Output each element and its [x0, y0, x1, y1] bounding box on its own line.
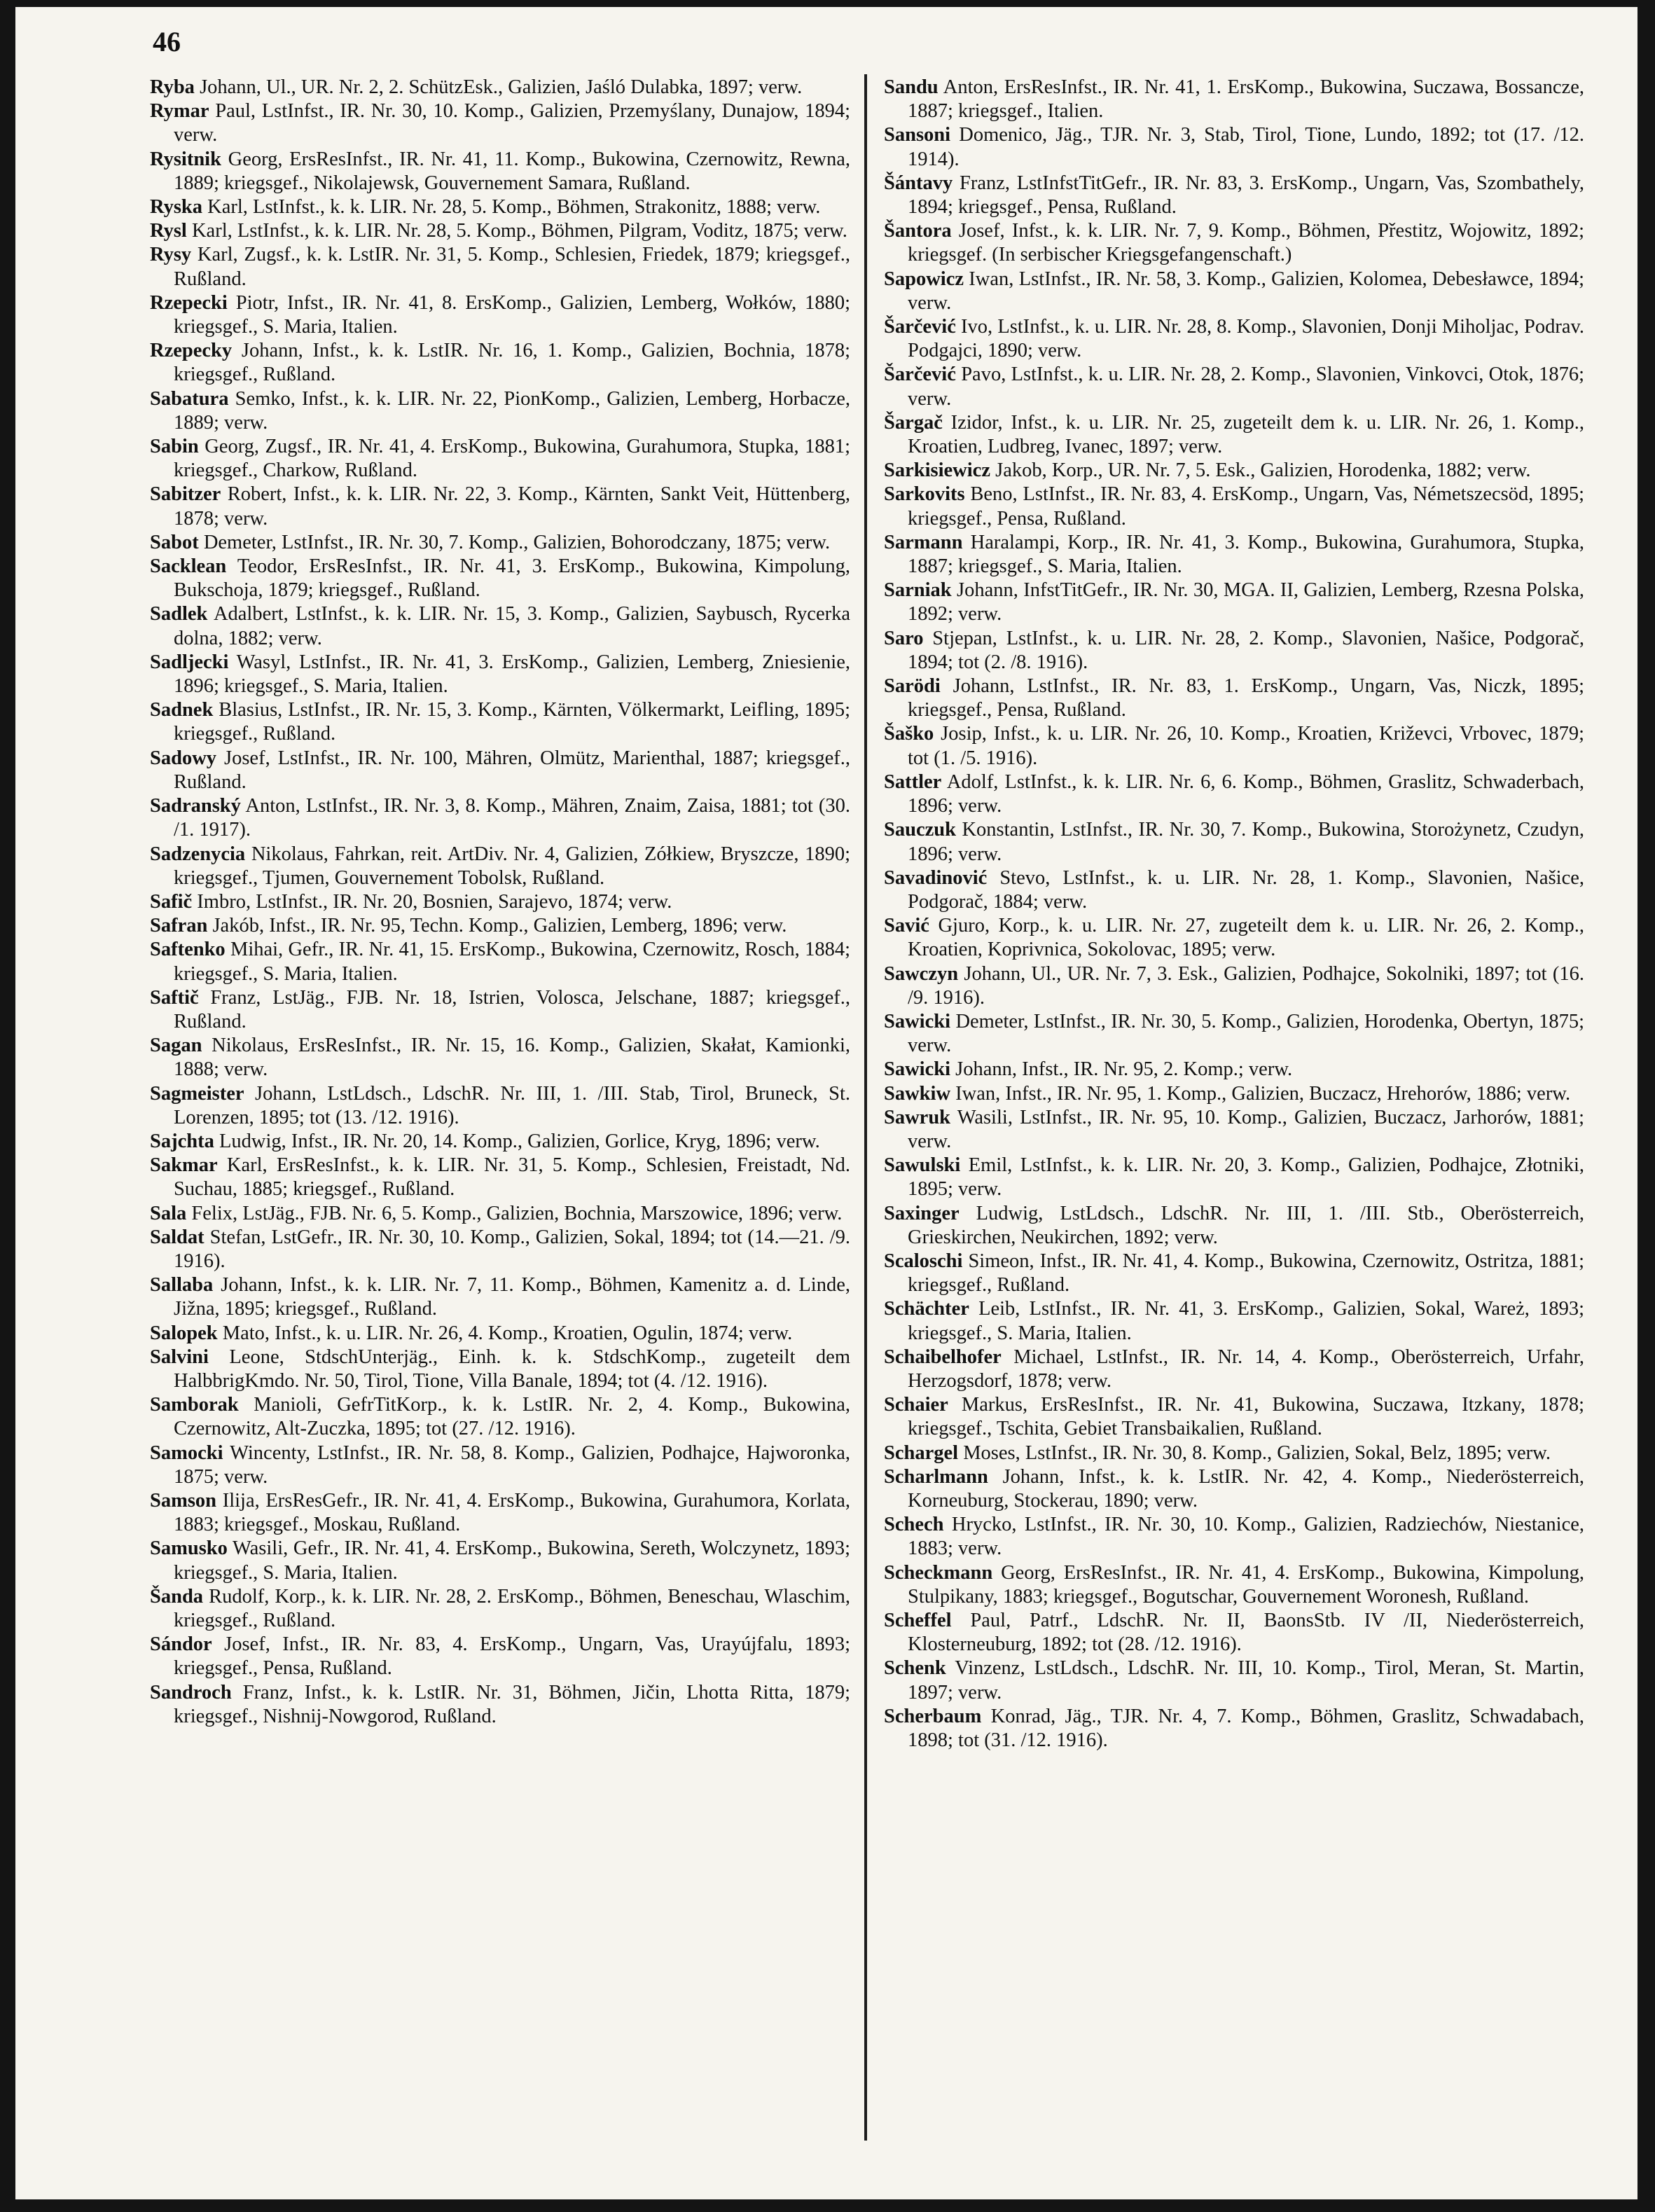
entry-surname: Schech	[884, 1514, 944, 1536]
entry-details: Vinzenz, LstLdsch., LdschR. Nr. III, 10. Komp., Tirol, Meran, St. Martin, 1897; verw.	[908, 1657, 1584, 1703]
entry-surname: Sagmeister	[150, 1082, 244, 1105]
register-entry	[884, 866, 1584, 914]
register-entry	[884, 363, 1584, 410]
entry-surname: Sándor	[150, 1633, 212, 1656]
register-entry	[150, 1537, 850, 1584]
register-entry	[884, 1465, 1584, 1513]
entry-details: Ilija, ErsResGefr., IR. Nr. 41, 4. ErsKomp., Bukowina, Gurahumora, Korlata, 1883; kriegsgef., Moskau, Rußland.	[174, 1489, 850, 1536]
register-entry	[150, 1442, 850, 1489]
entry-details: Josef, Infst., k. k. LIR. Nr. 7, 9. Komp., Böhmen, Přestitz, Wojowitz, 1892; kriegsgef. (In serbischer Kriegsgefangenschaft.)	[908, 220, 1584, 266]
register-entry	[884, 1297, 1584, 1345]
entry-details: Karl, LstInfst., k. k. LIR. Nr. 28, 5. Komp., Böhmen, Pilgram, Voditz, 1875; verw.	[191, 220, 847, 242]
entry-surname: Sansoni	[884, 124, 951, 146]
entry-details: Paul, Patrf., LdschR. Nr. II, BaonsStb. IV /II, Niederösterreich, Klosterneuburg, 1892; tot (28. /12. 1916).	[908, 1610, 1585, 1656]
entry-details: Mato, Infst., k. u. LIR. Nr. 26, 4. Komp., Kroatien, Ogulin, 1874; verw.	[222, 1322, 793, 1344]
entry-details: Karl, ErsResInfst., k. k. LIR. Nr. 31, 5. Komp., Schlesien, Freistadt, Nd. Suchau, 1885; kriegsgef., Rußland.	[174, 1154, 851, 1201]
entry-details: Johann, InfstTitGefr., IR. Nr. 30, MGA. II, Galizien, Lemberg, Rzesna Polska, 1892; verw.	[908, 579, 1584, 625]
entry-details: Anton, LstInfst., IR. Nr. 3, 8. Komp., Mähren, Znaim, Zaisa, 1881; tot (30. /1. 1917).	[174, 795, 850, 841]
register-entry	[884, 579, 1584, 626]
entry-surname: Samson	[150, 1489, 217, 1512]
entry-surname: Scharlmann	[884, 1465, 988, 1488]
column-divider	[864, 74, 867, 2141]
entry-details: Hrycko, LstInfst., IR. Nr. 30, 10. Komp., Galizien, Radziechów, Niestanice, 1883; verw.	[908, 1514, 1585, 1560]
entry-surname: Schenk	[884, 1657, 946, 1680]
entry-surname: Sakmar	[150, 1154, 218, 1177]
entry-details: Iwan, Infst., IR. Nr. 95, 1. Komp., Galizien, Buczacz, Hrehorów, 1886; verw.	[955, 1082, 1571, 1105]
entry-surname: Rysitnik	[150, 148, 221, 170]
entry-details: Josef, Infst., IR. Nr. 83, 4. ErsKomp., Ungarn, Vas, Urayújfalu, 1893; kriegsgef., Pensa, Rußland.	[174, 1633, 851, 1680]
entry-details: Imbro, LstInfst., IR. Nr. 20, Bosnien, Sarajevo, 1874; verw.	[197, 890, 672, 913]
register-entry	[150, 843, 850, 890]
entry-surname: Rymar	[150, 100, 209, 123]
entry-surname: Sapowicz	[884, 268, 964, 290]
entry-surname: Sadranský	[150, 795, 241, 817]
register-entry	[150, 1226, 850, 1273]
entry-details: Manioli, GefrTitKorp., k. k. LstIR. Nr. 2, 4. Komp., Bukowina, Czernowitz, Alt-Zuczka, 1895; tot (27. /12. 1916).	[174, 1394, 851, 1440]
register-entry	[150, 1489, 850, 1537]
entry-details: Ludwig, LstLdsch., LdschR. Nr. III, 1. /III. Stb., Oberösterreich, Grieskirchen, Neukirchen, 1892; verw.	[908, 1202, 1585, 1248]
entry-details: Wasyl, LstInfst., IR. Nr. 41, 3. ErsKomp., Galizien, Lemberg, Zniesienie, 1896; kriegsgef., S. Maria, Italien.	[174, 651, 850, 698]
register-entry	[150, 531, 850, 555]
entry-surname: Šarčević	[884, 364, 956, 386]
register-entry	[150, 890, 850, 914]
entry-details: Stjepan, LstInfst., k. u. LIR. Nr. 28, 2. Komp., Slavonien, Našice, Podgorač, 1894; tot (2. /8. 1916).	[908, 627, 1584, 673]
entry-details: Domenico, Jäg., TJR. Nr. 3, Stab, Tirol, Tione, Lundo, 1892; tot (17. /12. 1914).	[908, 124, 1585, 170]
register-entry	[150, 1273, 850, 1321]
entry-details: Nikolaus, ErsResInfst., IR. Nr. 15, 16. Komp., Galizien, Skałat, Kamionki, 1888; verw.	[174, 1035, 850, 1081]
register-entry	[150, 602, 850, 650]
entry-details: Demeter, LstInfst., IR. Nr. 30, 5. Komp., Galizien, Horodenka, Obertyn, 1875; verw.	[908, 1010, 1585, 1057]
entry-details: Georg, ErsResInfst., IR. Nr. 41, 11. Komp., Bukowina, Czernowitz, Rewna, 1889; kriegsgef., Nikolajewsk, Gouvernement Samara, Rußland.	[174, 148, 850, 194]
entry-details: Johann, Infst., k. k. LstIR. Nr. 42, 4. Komp., Niederösterreich, Korneuburg, Stockerau, 1890; verw.	[908, 1465, 1584, 1512]
entry-surname: Rysy	[150, 244, 192, 266]
register-entry	[150, 339, 850, 387]
register-entry	[150, 747, 850, 794]
entry-surname: Sabot	[150, 531, 199, 553]
register-entry	[150, 938, 850, 986]
register-entry	[884, 1561, 1584, 1609]
entry-details: Georg, Zugsf., IR. Nr. 41, 4. ErsKomp., Bukowina, Gurahumora, Stupka, 1881; kriegsgef., Charkow, Rußland.	[174, 436, 850, 482]
register-entry	[150, 99, 850, 147]
register-entry	[150, 483, 850, 530]
entry-details: Karl, LstInfst., k. k. LIR. Nr. 28, 5. Komp., Böhmen, Strakonitz, 1888; verw.	[207, 196, 821, 219]
register-entry	[884, 459, 1584, 483]
register-entry	[884, 1010, 1584, 1058]
entry-surname: Sawicki	[884, 1058, 951, 1081]
entry-details: Anton, ErsResInfst., IR. Nr. 41, 1. ErsKomp., Bukowina, Suczawa, Bossancze, 1887; kriegsgef., Italien.	[908, 76, 1584, 123]
register-entry	[884, 962, 1584, 1010]
entry-details: Pavo, LstInfst., k. u. LIR. Nr. 28, 2. Komp., Slavonien, Vinkovci, Otok, 1876; verw.	[908, 364, 1584, 410]
entry-surname: Sandu	[884, 76, 939, 98]
register-entry	[884, 1154, 1584, 1201]
entry-surname: Sala	[150, 1202, 187, 1224]
entry-details: Josip, Infst., k. u. LIR. Nr. 26, 10. Komp., Kroatien, Križevci, Vrbovec, 1879; tot (1. /5. 1916).	[908, 723, 1584, 769]
register-entry	[884, 1202, 1584, 1250]
register-entry	[150, 148, 850, 195]
entry-details: Stefan, LstGefr., IR. Nr. 30, 10. Komp., Galizien, Sokal, 1894; tot (14.—21. /9. 1916).	[174, 1226, 851, 1272]
entry-details: Piotr, Infst., IR. Nr. 41, 8. ErsKomp., Galizien, Lemberg, Wołków, 1880; kriegsgef., S. Maria, Italien.	[174, 291, 851, 338]
entry-details: Konstantin, LstInfst., IR. Nr. 30, 7. Komp., Bukowina, Storożynetz, Czudyn, 1896; verw.	[908, 819, 1585, 865]
right-column	[884, 76, 1584, 1753]
entry-surname: Scheffel	[884, 1610, 952, 1631]
entry-details: Paul, LstInfst., IR. Nr. 30, 10. Komp., Galizien, Przemyślany, Dunajow, 1894; verw.	[174, 100, 851, 146]
entry-details: Wincenty, LstInfst., IR. Nr. 58, 8. Komp., Galizien, Podhajce, Hajworonka, 1875; verw.	[174, 1442, 850, 1488]
register-entry	[884, 818, 1584, 866]
register-entry	[884, 627, 1584, 675]
page-number: 46	[153, 26, 181, 57]
entry-surname: Saxinger	[884, 1202, 960, 1224]
register-entry	[884, 1393, 1584, 1441]
entry-surname: Schaier	[884, 1394, 948, 1416]
entry-details: Stevo, LstInfst., k. u. LIR. Nr. 28, 1. Komp., Slavonien, Našice, Podgorač, 1884; verw.	[908, 866, 1585, 913]
entry-details: Wasili, Gefr., IR. Nr. 41, 4. ErsKomp., Bukowina, Sereth, Wolczynetz, 1893; kriegsgef., S. Maria, Italien.	[174, 1537, 850, 1584]
entry-surname: Samborak	[150, 1394, 239, 1416]
register-entry	[150, 219, 850, 243]
entry-details: Gjuro, Korp., k. u. LIR. Nr. 27, zugeteilt dem k. u. LIR. Nr. 26, 2. Komp., Kroatien, Koprivnica, Sokolovac, 1895; verw.	[908, 915, 1584, 961]
entry-surname: Sawczyn	[884, 962, 959, 985]
register-entry	[884, 1513, 1584, 1561]
entry-surname: Šantora	[884, 220, 952, 242]
register-entry	[884, 1346, 1584, 1393]
entry-surname: Scaloschi	[884, 1250, 963, 1272]
register-entry	[884, 1082, 1584, 1106]
entry-details: Robert, Infst., k. k. LIR. Nr. 22, 3. Komp., Kärnten, Sankt Veit, Hüttenberg, 1878; verw.	[174, 483, 851, 530]
entry-details: Leib, LstInfst., IR. Nr. 41, 3. ErsKomp., Galizien, Sokal, Wareż, 1893; kriegsgef., S. Maria, Italien.	[908, 1298, 1585, 1344]
entry-details: Ludwig, Infst., IR. Nr. 20, 14. Komp., Galizien, Gorlice, Kryg, 1896; verw.	[219, 1130, 820, 1152]
register-entry	[150, 1154, 850, 1201]
entry-surname: Sadzenycia	[150, 843, 246, 865]
register-entry	[150, 1130, 850, 1154]
register-entry	[884, 172, 1584, 219]
entry-surname: Sadlek	[150, 603, 208, 625]
entry-surname: Sabin	[150, 436, 199, 458]
register-entry	[150, 387, 850, 435]
register-entry	[884, 1058, 1584, 1081]
entry-surname: Safič	[150, 890, 193, 913]
entry-surname: Ryska	[150, 196, 203, 219]
entry-details: Johann, Ul., UR. Nr. 2, 2. SchützEsk., Galizien, Jaśló Dulabka, 1897; verw.	[200, 76, 803, 98]
entry-surname: Sagan	[150, 1035, 202, 1057]
register-entry	[150, 1633, 850, 1680]
register-entry	[884, 219, 1584, 267]
register-entry	[884, 123, 1584, 171]
entry-surname: Safran	[150, 915, 208, 937]
entry-surname: Savadinović	[884, 866, 988, 889]
entry-surname: Sawicki	[884, 1010, 951, 1032]
register-entry	[884, 1106, 1584, 1154]
register-entry	[884, 1250, 1584, 1297]
entry-surname: Sandroch	[150, 1681, 232, 1703]
register-entry	[150, 1082, 850, 1130]
register-entry	[884, 1609, 1584, 1657]
entry-surname: Sauczuk	[884, 819, 956, 841]
entry-surname: Rysl	[150, 220, 187, 242]
entry-surname: Sattler	[884, 770, 942, 793]
entry-details: Johann, Infst., k. k. LIR. Nr. 7, 11. Komp., Böhmen, Kamenitz a. d. Linde, Jižna, 1895; kriegsgef., Rußland.	[174, 1274, 851, 1320]
entry-surname: Schächter	[884, 1298, 969, 1320]
register-entry	[884, 411, 1584, 459]
entry-details: Franz, LstJäg., FJB. Nr. 18, Istrien, Volosca, Jelschane, 1887; kriegsgef., Rußland.	[174, 986, 851, 1032]
entry-details: Ivo, LstInfst., k. u. LIR. Nr. 28, 8. Komp., Slavonien, Donji Miholjac, Podrav. Podgajci, 1890; verw.	[908, 316, 1585, 362]
register-entry	[150, 1393, 850, 1441]
register-entry	[150, 1202, 850, 1226]
entry-surname: Scheckmann	[884, 1561, 993, 1584]
entry-details: Simeon, Infst., IR. Nr. 41, 4. Komp., Bukowina, Czernowitz, Ostritza, 1881; kriegsgef., Rußland.	[908, 1250, 1584, 1297]
entry-details: Rudolf, Korp., k. k. LIR. Nr. 28, 2. ErsKomp., Böhmen, Beneschau, Wlaschim, kriegsgef., Rußland.	[174, 1585, 850, 1631]
entry-surname: Saro	[884, 627, 924, 649]
entry-surname: Sarkovits	[884, 483, 965, 506]
entry-details: Izidor, Infst., k. u. LIR. Nr. 25, zugeteilt dem k. u. LIR. Nr. 26, 1. Komp., Kroatien, Ludbreg, Ivanec, 1897; verw.	[908, 411, 1584, 458]
register-entry	[884, 914, 1584, 962]
left-column	[150, 76, 850, 1729]
entry-details: Blasius, LstInfst., IR. Nr. 15, 3. Komp., Kärnten, Völkermarkt, Leifling, 1895; kriegsgef., Rußland.	[174, 699, 851, 745]
register-entry	[150, 435, 850, 483]
entry-surname: Saftič	[150, 986, 199, 1009]
entry-surname: Sajchta	[150, 1130, 214, 1152]
entry-details: Georg, ErsResInfst., IR. Nr. 41, 4. ErsKomp., Bukowina, Kimpolung, Stulpikany, 1883; kriegsgef., Bogutschar, Gouvernement Woronesh, Rußland.	[908, 1561, 1584, 1608]
entry-surname: Šarčević	[884, 316, 956, 338]
entry-details: Josef, LstInfst., IR. Nr. 100, Mähren, Olmütz, Marienthal, 1887; kriegsgef., Rußland.	[174, 747, 851, 793]
entry-details: Karl, Zugsf., k. k. LstIR. Nr. 31, 5. Komp., Schlesien, Friedek, 1879; kriegsgef., Rußland.	[174, 244, 851, 290]
register-entry	[150, 1034, 850, 1081]
entry-surname: Samusko	[150, 1537, 228, 1560]
register-entry	[884, 1442, 1584, 1465]
register-entry	[884, 1657, 1584, 1704]
register-entry	[884, 1705, 1584, 1753]
entry-details: Franz, LstInfstTitGefr., IR. Nr. 83, 3. ErsKomp., Ungarn, Vas, Szombathely, 1894; kriegsgef., Pensa, Rußland.	[908, 172, 1584, 219]
register-entry	[150, 1322, 850, 1346]
register-entry	[150, 243, 850, 291]
entry-surname: Šanda	[150, 1585, 204, 1608]
entry-details: Jakob, Korp., UR. Nr. 7, 5. Esk., Galizien, Horodenka, 1882; verw.	[995, 459, 1531, 482]
register-entry	[884, 268, 1584, 315]
entry-surname: Schargel	[884, 1442, 959, 1464]
entry-surname: Sarkisiewicz	[884, 459, 990, 482]
register-entry	[150, 986, 850, 1034]
entry-details: Adalbert, LstInfst., k. k. LIR. Nr. 15, 3. Komp., Galizien, Saybusch, Rycerka dolna, 1882; verw.	[174, 603, 850, 649]
register-entry	[150, 794, 850, 842]
entry-details: Teodor, ErsResInfst., IR. Nr. 41, 3. ErsKomp., Bukowina, Kimpolung, Bukschoja, 1879; kriegsgef., Rußland.	[174, 555, 850, 602]
entry-surname: Salvini	[150, 1346, 209, 1368]
register-entry	[150, 698, 850, 746]
entry-surname: Samocki	[150, 1442, 223, 1464]
entry-surname: Sawulski	[884, 1154, 961, 1177]
entry-details: Johann, Ul., UR. Nr. 7, 3. Esk., Galizien, Podhajce, Sokolniki, 1897; tot (16. /9. 1916).	[908, 962, 1584, 1009]
entry-details: Jakób, Infst., IR. Nr. 95, Techn. Komp., Galizien, Lemberg, 1896; verw.	[212, 915, 787, 937]
entry-surname: Saldat	[150, 1226, 205, 1248]
entry-details: Johann, Infst., k. k. LstIR. Nr. 16, 1. Komp., Galizien, Bochnia, 1878; kriegsgef., Rußland.	[174, 340, 850, 386]
entry-details: Emil, LstInfst., k. k. LIR. Nr. 20, 3. Komp., Galizien, Podhajce, Złotniki, 1895; verw.	[908, 1154, 1584, 1201]
register-entry	[884, 675, 1584, 722]
entry-details: Nikolaus, Fahrkan, reit. ArtDiv. Nr. 4, Galizien, Zółkiew, Bryszcze, 1890; kriegsgef., Tjumen, Gouvernement Tobolsk, Rußland.	[174, 843, 850, 889]
entry-surname: Ryba	[150, 76, 195, 98]
entry-surname: Šántavy	[884, 172, 953, 194]
register-entry	[150, 1585, 850, 1633]
entry-surname: Sarödi	[884, 675, 941, 698]
register-entry	[150, 195, 850, 219]
register-entry	[150, 914, 850, 938]
entry-details: Mihai, Gefr., IR. Nr. 41, 15. ErsKomp., Bukowina, Czernowitz, Rosch, 1884; kriegsgef., S. Maria, Italien.	[174, 939, 851, 985]
entry-surname: Rzepecky	[150, 340, 233, 362]
entry-surname: Šargač	[884, 411, 943, 434]
entry-details: Markus, ErsResInfst., IR. Nr. 41, Bukowina, Suczawa, Itzkany, 1878; kriegsgef., Tschita, Gebiet Transbaikalien, Rußland.	[908, 1394, 1584, 1440]
entry-details: Haralampi, Korp., IR. Nr. 41, 3. Komp., Bukowina, Gurahumora, Stupka, 1887; kriegsgef., S. Maria, Italien.	[908, 531, 1584, 578]
register-entry	[150, 1681, 850, 1729]
entry-surname: Sadljecki	[150, 651, 229, 673]
entry-details: Felix, LstJäg., FJB. Nr. 6, 5. Komp., Galizien, Bochnia, Marszowice, 1896; verw.	[191, 1202, 843, 1224]
register-entry	[884, 315, 1584, 363]
entry-details: Johann, Infst., IR. Nr. 95, 2. Komp.; verw.	[955, 1058, 1293, 1081]
entry-surname: Savić	[884, 915, 929, 937]
entry-details: Leone, StdschUnterjäg., Einh. k. k. StdschKomp., zugeteilt dem HalbbrigKmdo. Nr. 50, Tirol, Tione, Villa Banale, 1894; tot (4. /12. 1916).	[174, 1346, 851, 1392]
entry-surname: Rzepecki	[150, 291, 228, 314]
register-entry	[884, 531, 1584, 579]
entry-surname: Sawkiw	[884, 1082, 951, 1105]
entry-details: Franz, Infst., k. k. LstIR. Nr. 31, Böhmen, Jičin, Lhotta Ritta, 1879; kriegsgef., Nishnij-Nowgorod, Rußland.	[174, 1681, 851, 1727]
entry-details: Johann, LstLdsch., LdschR. Nr. III, 1. /III. Stab, Tirol, Bruneck, St. Lorenzen, 1895; tot (13. /12. 1916).	[174, 1082, 850, 1128]
entry-details: Johann, LstInfst., IR. Nr. 83, 1. ErsKomp., Ungarn, Vas, Niczk, 1895; kriegsgef., Pensa, Rußland.	[908, 675, 1584, 721]
document-page	[15, 7, 1637, 2199]
register-entry	[884, 722, 1584, 770]
register-entry	[150, 291, 850, 339]
entry-details: Demeter, LstInfst., IR. Nr. 30, 7. Komp., Galizien, Bohorodczany, 1875; verw.	[203, 531, 831, 553]
register-entry	[150, 76, 850, 99]
entry-surname: Sadowy	[150, 747, 217, 769]
register-entry	[884, 483, 1584, 530]
entry-details: Beno, LstInfst., IR. Nr. 83, 4. ErsKomp., Ungarn, Vas, Németszecsöd, 1895; kriegsgef., Pensa, Rußland.	[908, 483, 1585, 530]
entry-surname: Šaško	[884, 723, 934, 745]
register-entry	[150, 1346, 850, 1393]
entry-surname: Sawruk	[884, 1106, 951, 1128]
register-entry	[150, 555, 850, 602]
register-entry	[884, 770, 1584, 818]
entry-surname: Sarniak	[884, 579, 952, 602]
entry-surname: Sabatura	[150, 387, 229, 410]
entry-surname: Sacklean	[150, 555, 227, 578]
entry-details: Iwan, LstInfst., IR. Nr. 58, 3. Komp., Galizien, Kolomea, Debesławce, 1894; verw.	[908, 268, 1584, 314]
entry-surname: Sadnek	[150, 699, 214, 721]
entry-details: Konrad, Jäg., TJR. Nr. 4, 7. Komp., Böhmen, Graslitz, Schwadabach, 1898; tot (31. /12. 1916).	[908, 1705, 1584, 1752]
entry-details: Adolf, LstInfst., k. k. LIR. Nr. 6, 6. Komp., Böhmen, Graslitz, Schwaderbach, 1896; verw.	[908, 770, 1584, 817]
entry-details: Semko, Infst., k. k. LIR. Nr. 22, PionKomp., Galizien, Lemberg, Horbacze, 1889; verw.	[174, 387, 850, 434]
entry-surname: Scherbaum	[884, 1705, 982, 1727]
entry-details: Moses, LstInfst., IR. Nr. 30, 8. Komp., Galizien, Sokal, Belz, 1895; verw.	[963, 1442, 1551, 1464]
register-entry	[150, 651, 850, 698]
entry-details: Michael, LstInfst., IR. Nr. 14, 4. Komp., Oberösterreich, Urfahr, Herzogsdorf, 1878; verw.	[908, 1346, 1584, 1392]
entry-surname: Salopek	[150, 1322, 218, 1344]
register-entry	[884, 76, 1584, 123]
entry-details: Wasili, LstInfst., IR. Nr. 95, 10. Komp., Galizien, Buczacz, Jarhorów, 1881; verw.	[908, 1106, 1584, 1152]
entry-surname: Sallaba	[150, 1274, 214, 1297]
entry-surname: Sarmann	[884, 531, 963, 553]
entry-surname: Sabitzer	[150, 483, 221, 506]
entry-surname: Schaibelhofer	[884, 1346, 1002, 1368]
entry-surname: Saftenko	[150, 939, 226, 961]
